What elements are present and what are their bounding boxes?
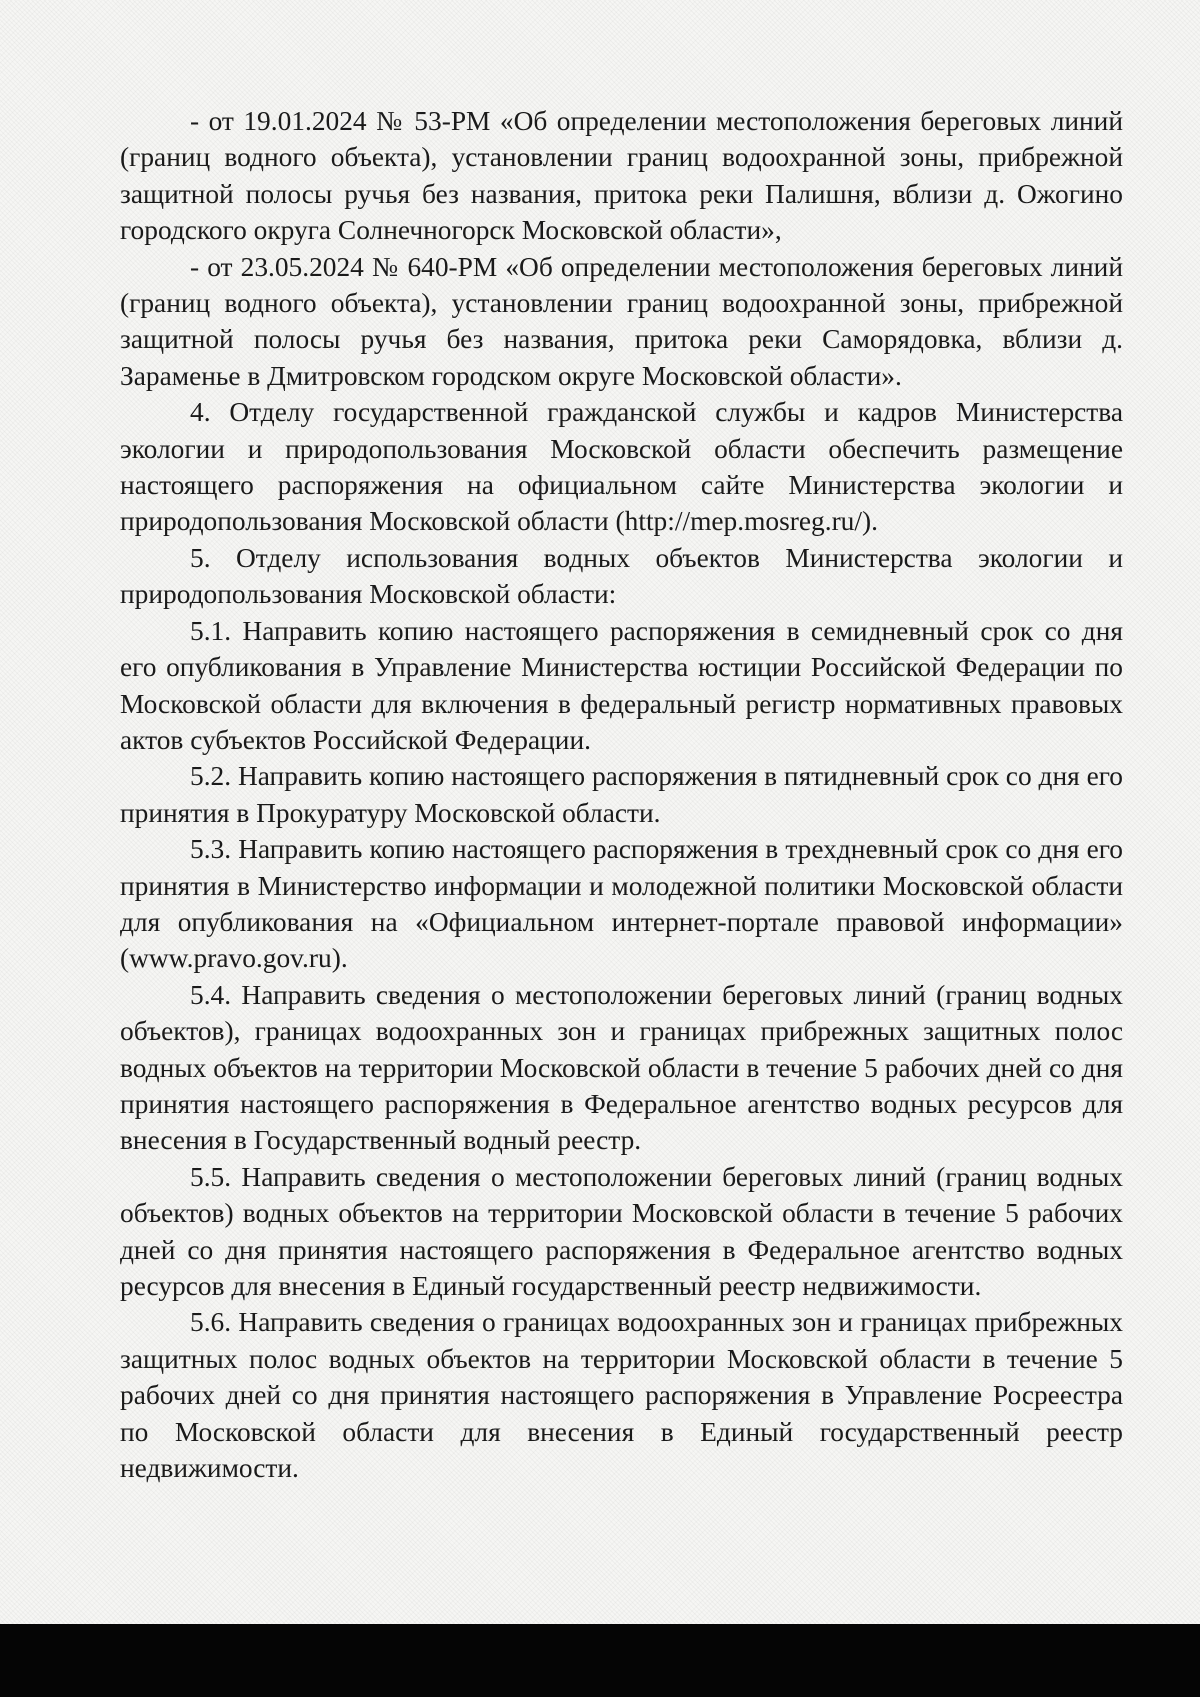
scan-bottom-edge bbox=[0, 1624, 1200, 1697]
paragraph-item-5-3: 5.3. Направить копию настоящего распоряжения в трехдневный срок со дня его принятия в Министерство информации и молодежной политики Московской области для опубликования на «Официальном интернет-портале правовой информации» (www.pravo.gov.ru). bbox=[120, 834, 1123, 974]
paragraph-item-5: 5. Отделу использования водных объектов Министерства экологии и природопользования Московской области: bbox=[120, 542, 1123, 610]
paragraph-item-5-4: 5.4. Направить сведения о местоположении береговых линий (границ водных объектов), границах водоохранных зон и границах прибрежных защитных полос водных объектов на территории Московской области в течение 5 рабочих дней со дня принятия настоящего распоряжения в Федеральное агентство водных ресурсов для внесения в Государственный водный реестр. bbox=[120, 979, 1123, 1156]
document-body bbox=[120, 103, 1123, 1486]
paragraph-item-5-6: 5.6. Направить сведения о границах водоохранных зон и границах прибрежных защитных полос водных объектов на территории Московской области в течение 5 рабочих дней со дня принятия настоящего распоряжения в Управление Росреестра по Московской области для внесения в Единый государственный реестр недвижимости. bbox=[120, 1307, 1123, 1484]
paragraph-item-5-2: 5.2. Направить копию настоящего распоряжения в пятидневный срок со дня его принятия в Прокуратуру Московской области. bbox=[120, 761, 1123, 828]
paragraph-order-640-rm: - от 23.05.2024 № 640-РМ «Об определении местоположения береговых линий (границ водного объекта), установлении границ водоохранной зоны, прибрежной защитной полосы ручья без названия, притока реки Саморядовка, вблизи д. Зараменье в Дмитровском городском округе Московской области». bbox=[120, 251, 1123, 391]
paragraph-item-4: 4. Отделу государственной гражданской службы и кадров Министерства экологии и природопользования Московской области обеспечить размещение настоящего распоряжения на официальном сайте Министерства экологии и природопользования Московской области (http://mep.mosreg.ru/). bbox=[120, 397, 1123, 537]
paragraph-item-5-5: 5.5. Направить сведения о местоположении береговых линий (границ водных объектов) водных объектов на территории Московской области в течение 5 рабочих дней со дня принятия настоящего распоряжения в Федеральное агентство водных ресурсов для внесения в Единый государственный реестр недвижимости. bbox=[120, 1161, 1123, 1301]
paragraph-order-53-rm: - от 19.01.2024 № 53-РМ «Об определении местоположения береговых линий (границ водного объекта), установлении границ водоохранной зоны, прибрежной защитной полосы ручья без названия, притока реки Палишня, вблизи д. Ожогино городского округа Солнечногорск Московской области», bbox=[120, 106, 1123, 246]
paragraph-item-5-1: 5.1. Направить копию настоящего распоряжения в семидневный срок со дня его опубликования в Управление Министерства юстиции Российской Федерации по Московской области для включения в федеральный регистр нормативных правовых актов субъектов Российской Федерации. bbox=[120, 615, 1123, 755]
